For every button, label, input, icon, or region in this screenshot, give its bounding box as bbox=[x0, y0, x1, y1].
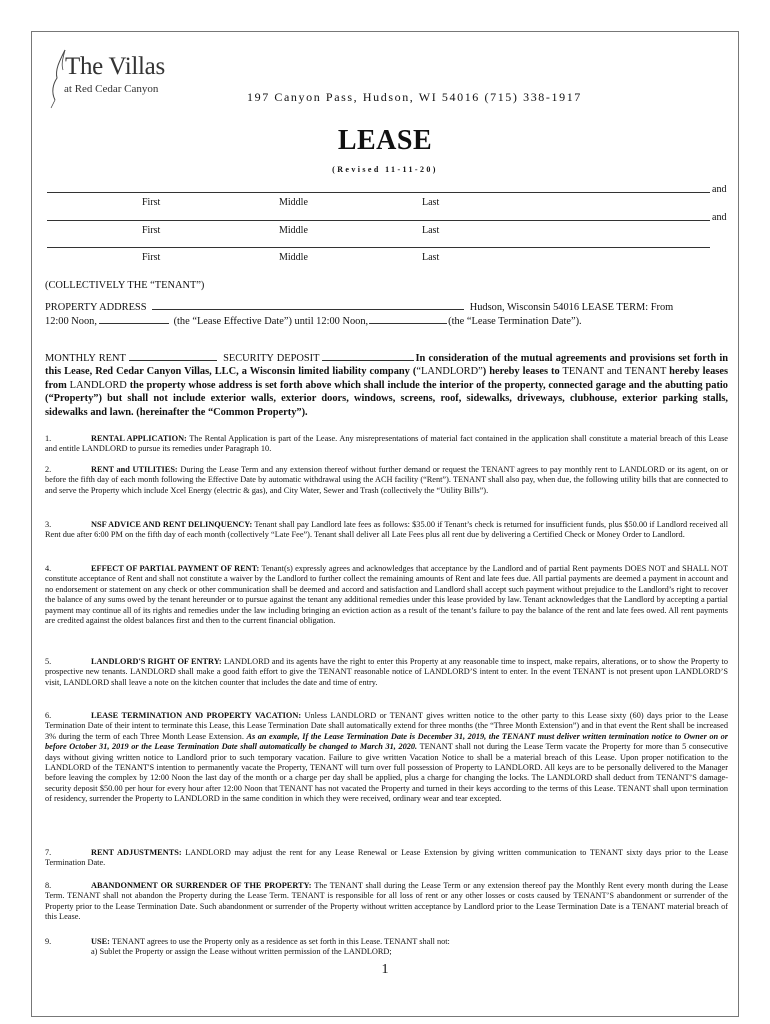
section-number: 2. bbox=[45, 465, 52, 474]
section-heading: RENT ADJUSTMENTS: bbox=[91, 848, 182, 857]
section-text: During the Lease Term and any extension thereof without further demand or request the TENANT agrees to pay monthly rent to LANDLORD or its agent, on or before the fifth day of each month following the Effective Date by automatic withdrawal using the ACH facility (“Rent”). TENANT shall also pay, when due, the following utility bills that are connected to and serve the Property which include Xcel Energy (electric & gas), and City Water, Sewer and Trash (collectively the “Utility Bills”). bbox=[45, 465, 729, 495]
effective-date-label: (the “Lease Effective Date”) until 12:00 Noon, bbox=[173, 316, 369, 327]
property-address-field[interactable] bbox=[152, 300, 464, 310]
termination-date-field[interactable] bbox=[369, 314, 447, 324]
section-example-text: As an example, If the Lease Termination Date is December 31, 2019, the TENANT must deliver written termination notice to Owner on or before October 31, 2019 or the Lease Termination Date shall automatically be changed to March 31, 2020. bbox=[45, 731, 729, 752]
section-3 bbox=[45, 520, 728, 541]
lease-dates-line bbox=[45, 314, 725, 328]
and-label-2: and bbox=[712, 212, 727, 223]
section-text: LANDLORD and its agents have the right to enter this Property at any reasonable time to inspect, make repairs, alterations, or to show the Property to prospective new tenants. LANDLORD shall make a good faith effort to give the TENANT reasonable notice of LANDLORD’S intent to enter. In the event TENANT is not present upon LANDLORD’S visit, LANDLORD shall leave a note on the kitchen counter that includes the date and time of entry. bbox=[45, 657, 728, 687]
section-number: 3. bbox=[45, 520, 52, 529]
consideration-text-1: In consideration of the mutual agreements and provisions set forth in this Lease, Red Cedar Canyon Villas, LLC, a Wisconsin limited liability company ( bbox=[45, 353, 728, 378]
tenant-term: TENANT and TENANT bbox=[562, 366, 667, 378]
villas-logo bbox=[45, 48, 165, 110]
section-heading: USE: bbox=[91, 937, 110, 946]
consideration-text-4: the property whose address is set forth above which shall include the interior of the property, connected garage and the abutting patio (“Property”) but shall not include exterior walls, exterior doors, windows, screens, roof, sidewalks, driveways, clubhouse, exterior parking stalls, sidewalks and lawn. (hereinafter the “Common Property”). bbox=[45, 379, 728, 418]
section-text: TENANT agrees to use the Property only as a residence as set forth in this Lease. TENANT shall not: bbox=[111, 937, 450, 946]
property-address-line bbox=[45, 300, 725, 314]
logo-subtitle: at Red Cedar Canyon bbox=[64, 83, 159, 95]
section-7 bbox=[45, 848, 728, 869]
header-address: 197 Canyon Pass, Hudson, WI 54016 (715) 338-1917 bbox=[247, 90, 582, 104]
monthly-rent-field[interactable] bbox=[129, 351, 217, 361]
first-label-2: First bbox=[142, 225, 161, 236]
section-number: 9. bbox=[45, 937, 52, 946]
section-text: Tenant shall pay Landlord late fees as follows: $35.00 if Tenant’s check is returned for insufficient funds, plus $50.00 if Landlord received all Rent due after 6:00 PM on the fifth day of each month (collectively “Late Fee”). Tenant shall deliver all Late Fees plus all rent due by delivering a Certified Check or Money Order to Landlord. bbox=[45, 520, 729, 540]
section-2 bbox=[45, 465, 728, 496]
tenant-2-name-line[interactable] bbox=[47, 220, 710, 221]
section-5 bbox=[45, 657, 728, 688]
security-deposit-field[interactable] bbox=[322, 351, 414, 361]
section-9 bbox=[45, 937, 728, 958]
monthly-rent-label: MONTHLY RENT bbox=[45, 353, 126, 364]
section-heading: NSF ADVICE AND RENT DELINQUENCY: bbox=[91, 520, 253, 529]
section-text: Tenant(s) expressly agrees and acknowledges that acceptance by the Landlord and of partial Rent payments DOES NOT and SHALL NOT constitute acceptance of Rent and shall not constitute a waiver by the Landlord to further collect the remaining amounts of Rent and late fees due. All partial payments are deemed a payment in account and no endorsement or statement on any check or other communication shall be deemed and accord and satisfaction and Landlord shall accept such payment without prejudice to the Landlord’s right to recover the balance of any sums owed by the tenant hereunder or to pursue against the tenant any additional remedies under this lease provided by law. Tenant acknowledges that the Landlord by accepting a partial payment may continue all of its rights and remedies under the law including bringing an eviction action as a result of the tenant’s failure to pay the balance of the rent and late fees owed. All rent payments are credited against the oldest balances first and then to the current financial obligation. bbox=[45, 564, 728, 626]
start-noon-label: 12:00 Noon, bbox=[45, 316, 97, 327]
termination-date-label: (the “Lease Termination Date”). bbox=[448, 316, 582, 327]
tenant-3-name-line[interactable] bbox=[47, 247, 710, 248]
collective-tenant-label: (COLLECTIVELY THE “TENANT”) bbox=[45, 280, 205, 291]
middle-label-2: Middle bbox=[279, 225, 308, 236]
property-address-label: PROPERTY ADDRESS bbox=[45, 302, 147, 313]
lease-term-label: Hudson, Wisconsin 54016 LEASE TERM: From bbox=[469, 302, 674, 313]
last-label-2: Last bbox=[422, 225, 440, 236]
first-label-1: First bbox=[142, 197, 161, 208]
middle-label-3: Middle bbox=[279, 252, 308, 263]
consideration-text-2: ) hereby leases to bbox=[482, 366, 560, 378]
page-number: 1 bbox=[381, 962, 389, 977]
section-8 bbox=[45, 881, 728, 923]
section-subitem-a: a) Sublet the Property or assign the Lease without written permission of the LANDLORD; bbox=[91, 947, 392, 957]
section-text-continued: TENANT shall not during the Lease Term vacate the Property for more than 5 consecutive days without giving written notice to Landlord prior to such temporary vacation. Failure to give written Vacation Notice to shall be a material breach of this Lease. Upon proper notification to the LANDLORD of the TENANT'S intention to permanently vacate the Property, TENANT will turn over full possession of Property to LANDLORD. All keys are to be personally delivered to the Manager before leaving the complex by 12:00 Noon the last day of the month or a charge per day shall be applied, plus a charge for changing the locks. The LANDLORD shall deduct from TENANT’S damage-security deposit $50.00 per hour for every hour after 12:00 Noon that TENANT has not vacated the Property and turned in their keys according to the terms of this Lease. TENANT shall upon termination of residency, surrender the Property to LANDLORD in the same condition in which they were received, ordinary wear and tear excepted. bbox=[45, 742, 728, 804]
landlord-defined-term: “LANDLORD” bbox=[416, 366, 483, 378]
and-label-1: and bbox=[712, 184, 727, 195]
consideration-text-3: hereby leases from bbox=[45, 366, 728, 391]
section-number: 6. bbox=[45, 711, 52, 720]
landlord-term: LANDLORD bbox=[69, 379, 127, 391]
section-number: 5. bbox=[45, 657, 52, 666]
section-text: The TENANT shall during the Lease Term or any extension thereof pay the Monthly Rent every month during the Lease Term. TENANT shall not abandon the Property during the Lease Term. TENANT is responsible for all loss of rent or any other losses or costs caused by TENANT’S abandonment or surrender of the Property prior to the Lease Termination Date. Such abandonment or surrender of the Property without written acceptance by Landlord prior to the Lease Termination Date is a TENANT material breach of this Lease. bbox=[45, 881, 728, 922]
section-1 bbox=[45, 434, 728, 455]
section-heading: RENT and UTILITIES: bbox=[91, 465, 178, 474]
section-4 bbox=[45, 564, 728, 626]
section-text: Unless LANDLORD or TENANT gives written notice to the other party to this Lease sixty (60) days prior to the Lease Termination Date of their intent to terminate this Lease, this Lease Termination Date shall automatically extend for three months (the “Three Month Extension”) and in that event the Rent shall be increased 3% during the term of each Three Month Lease Extension. bbox=[45, 711, 729, 741]
tenant-1-name-line[interactable] bbox=[47, 192, 710, 193]
section-heading: LEASE TERMINATION AND PROPERTY VACATION: bbox=[91, 711, 302, 720]
section-6 bbox=[45, 711, 728, 805]
logo-title: The Villas bbox=[65, 53, 165, 80]
last-label-1: Last bbox=[422, 197, 440, 208]
section-text: LANDLORD may adjust the rent for any Lease Renewal or Lease Extension by giving written communication to TENANT sixty days prior to the Lease Termination Date. bbox=[45, 848, 729, 868]
first-label-3: First bbox=[142, 252, 161, 263]
section-heading: EFFECT OF PARTIAL PAYMENT OF RENT: bbox=[91, 564, 260, 573]
section-number: 1. bbox=[45, 434, 52, 443]
section-text: The Rental Application is part of the Lease. Any misrepresentations of material fact contained in the application shall constitute a material breach of this Lease and entitle LANDLORD to pursue its remedies under Paragraph 10. bbox=[45, 434, 728, 454]
section-heading: RENTAL APPLICATION: bbox=[91, 434, 187, 443]
effective-date-field[interactable] bbox=[99, 314, 169, 324]
rent-consideration-paragraph bbox=[45, 351, 728, 419]
section-number: 4. bbox=[45, 564, 52, 573]
section-heading: ABANDONMENT OR SURRENDER OF THE PROPERTY: bbox=[91, 881, 312, 890]
section-heading: LANDLORD'S RIGHT OF ENTRY: bbox=[91, 657, 222, 666]
document-title: LEASE bbox=[337, 125, 433, 156]
last-label-3: Last bbox=[422, 252, 440, 263]
revised-date: (Revised 11-11-20) bbox=[332, 165, 438, 174]
middle-label-1: Middle bbox=[279, 197, 308, 208]
section-number: 7. bbox=[45, 848, 52, 857]
section-number: 8. bbox=[45, 881, 52, 890]
security-deposit-label: SECURITY DEPOSIT bbox=[223, 353, 320, 364]
